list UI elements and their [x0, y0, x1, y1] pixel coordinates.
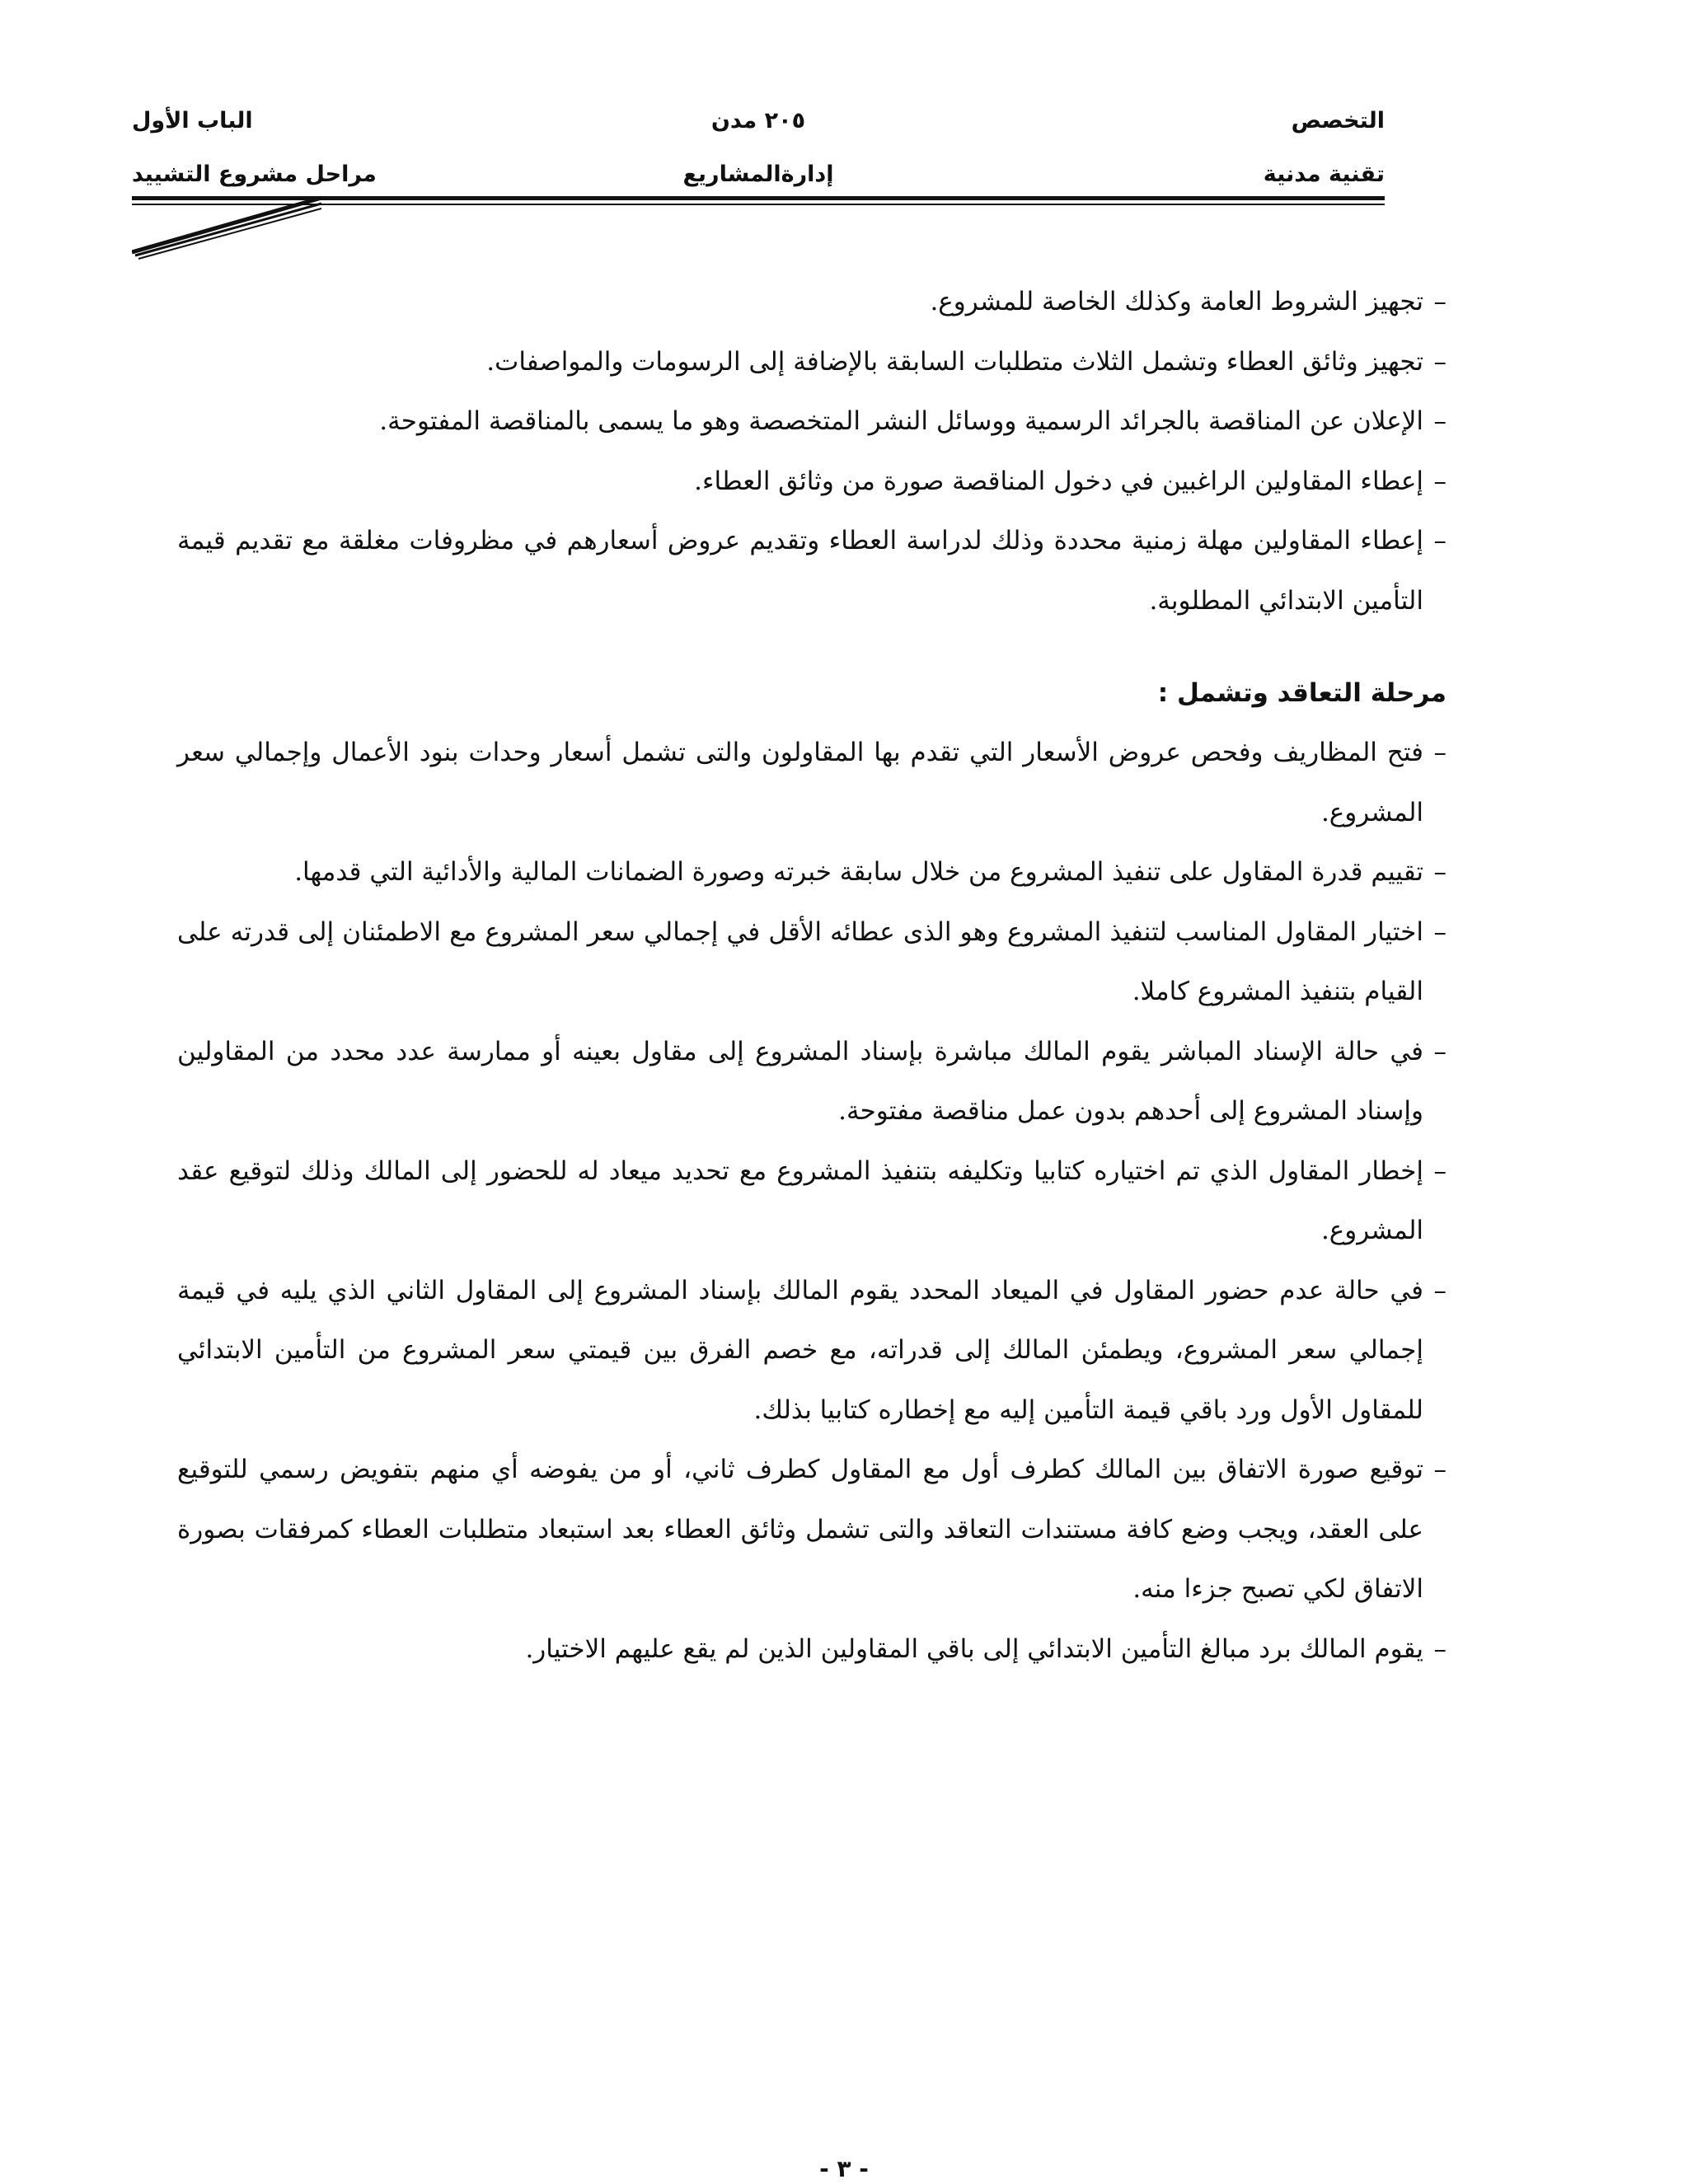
list-item: – إخطار المقاول الذي تم اختياره كتابيا وتكليفه بتنفيذ المشروع مع تحديد ميعاد له للحضور إلى المالك وذلك لتوقيع عقد المشروع.: [177, 1141, 1447, 1261]
list-item: – توقيع صورة الاتفاق بين المالك كطرف أول مع المقاول كطرف ثاني، أو من يفوضه أي منهم بتفويض رسمي للتوقيع على العقد، ويجب وضع كافة مستندات التعاقد والتى تشمل وثائق العطاء بعد استبعاد متطلبات العطاء كمرفقات بصورة الاتفاق لكي تصبح جزءا منه.: [177, 1440, 1447, 1619]
chapter-title: مراحل مشروع التشييد: [132, 162, 377, 187]
specialization-label: التخصص: [1291, 108, 1385, 134]
list-item: – يقوم المالك برد مبالغ التأمين الابتدائي إلى باقي المقاولين الذين لم يقع عليهم الاختيار.: [177, 1619, 1447, 1680]
bullet-dash: –: [1433, 916, 1447, 947]
bullet-dash: –: [1433, 466, 1447, 496]
page-body: [177, 272, 1447, 1679]
section-tendering-list: [177, 272, 1447, 630]
page-number: - ٣ -: [819, 2155, 869, 2182]
course-code: ٢٠٥ مدن: [710, 108, 806, 134]
list-item: – تجهيز الشروط العامة وكذلك الخاصة للمشروع.: [177, 272, 1447, 332]
specialization-value: تقنية مدنية: [1263, 162, 1385, 187]
bullet-dash: –: [1433, 406, 1447, 436]
bullet-dash: –: [1433, 1155, 1447, 1186]
bullet-dash: –: [1433, 1036, 1447, 1066]
chapter-label: الباب الأول: [132, 108, 253, 134]
section-contracting-list: [177, 723, 1447, 1679]
list-item: – الإعلان عن المناقصة بالجرائد الرسمية ووسائل النشر المتخصصة وهو ما يسمى بالمناقصة المفتوحة.: [177, 391, 1447, 452]
bullet-dash: –: [1433, 287, 1447, 316]
bullet-dash: –: [1433, 857, 1447, 887]
list-item: – إعطاء المقاولين الراغبين في دخول المناقصة صورة من وثائق العطاء.: [177, 452, 1447, 512]
section-heading-contracting: مرحلة التعاقد وتشمل :: [1157, 678, 1447, 708]
header-swoosh-decoration: [132, 194, 321, 260]
list-item: – تجهيز وثائق العطاء وتشمل الثلاث متطلبات السابقة بالإضافة إلى الرسومات والمواصفات.: [177, 332, 1447, 392]
bullet-dash: –: [1433, 346, 1447, 377]
bullet-dash: –: [1433, 1275, 1447, 1305]
list-item: – في حالة الإسناد المباشر يقوم المالك مباشرة بإسناد المشروع إلى مقاول بعينه أو ممارسة عدد محدد من المقاولين وإسناد المشروع إلى أحدهم بدون عمل مناقصة مفتوحة.: [177, 1022, 1447, 1141]
list-item: – اختيار المقاول المناسب لتنفيذ المشروع وهو الذى عطائه الأقل في إجمالي سعر المشروع مع الاطمئنان إلى قدرته على القيام بتنفيذ المشروع كاملا.: [177, 902, 1447, 1022]
bullet-dash: –: [1433, 738, 1447, 767]
course-name: إدارةالمشاريع: [682, 162, 834, 187]
bullet-dash: –: [1433, 526, 1447, 555]
bullet-dash: –: [1433, 1455, 1447, 1484]
list-item: – فتح المظاريف وفحص عروض الأسعار التي تقدم بها المقاولون والتى تشمل أسعار وحدات بنود الأعمال وإجمالي سعر المشروع.: [177, 723, 1447, 842]
list-item: – إعطاء المقاولين مهلة زمنية محددة وذلك لدراسة العطاء وتقديم عروض أسعارهم في مظروفات مغلقة مع تقديم قيمة التأمين الابتدائي المطلوبة.: [177, 511, 1447, 630]
list-item: – تقييم قدرة المقاول على تنفيذ المشروع من خلال سابقة خبرته وصورة الضمانات المالية والأدائية التي قدمها.: [177, 842, 1447, 902]
list-item: – في حالة عدم حضور المقاول في الميعاد المحدد يقوم المالك بإسناد المشروع إلى المقاول الثاني الذي يليه في قيمة إجمالي سعر المشروع، ويطمئن المالك إلى قدراته، مع خصم الفرق بين قيمتي سعر المشروع من التأمين الابتدائي للمقاول الأول ورد باقي قيمة التأمين إليه مع إخطاره كتابيا بذلك.: [177, 1261, 1447, 1441]
page-header: [132, 0, 1385, 264]
bullet-dash: –: [1433, 1633, 1447, 1664]
